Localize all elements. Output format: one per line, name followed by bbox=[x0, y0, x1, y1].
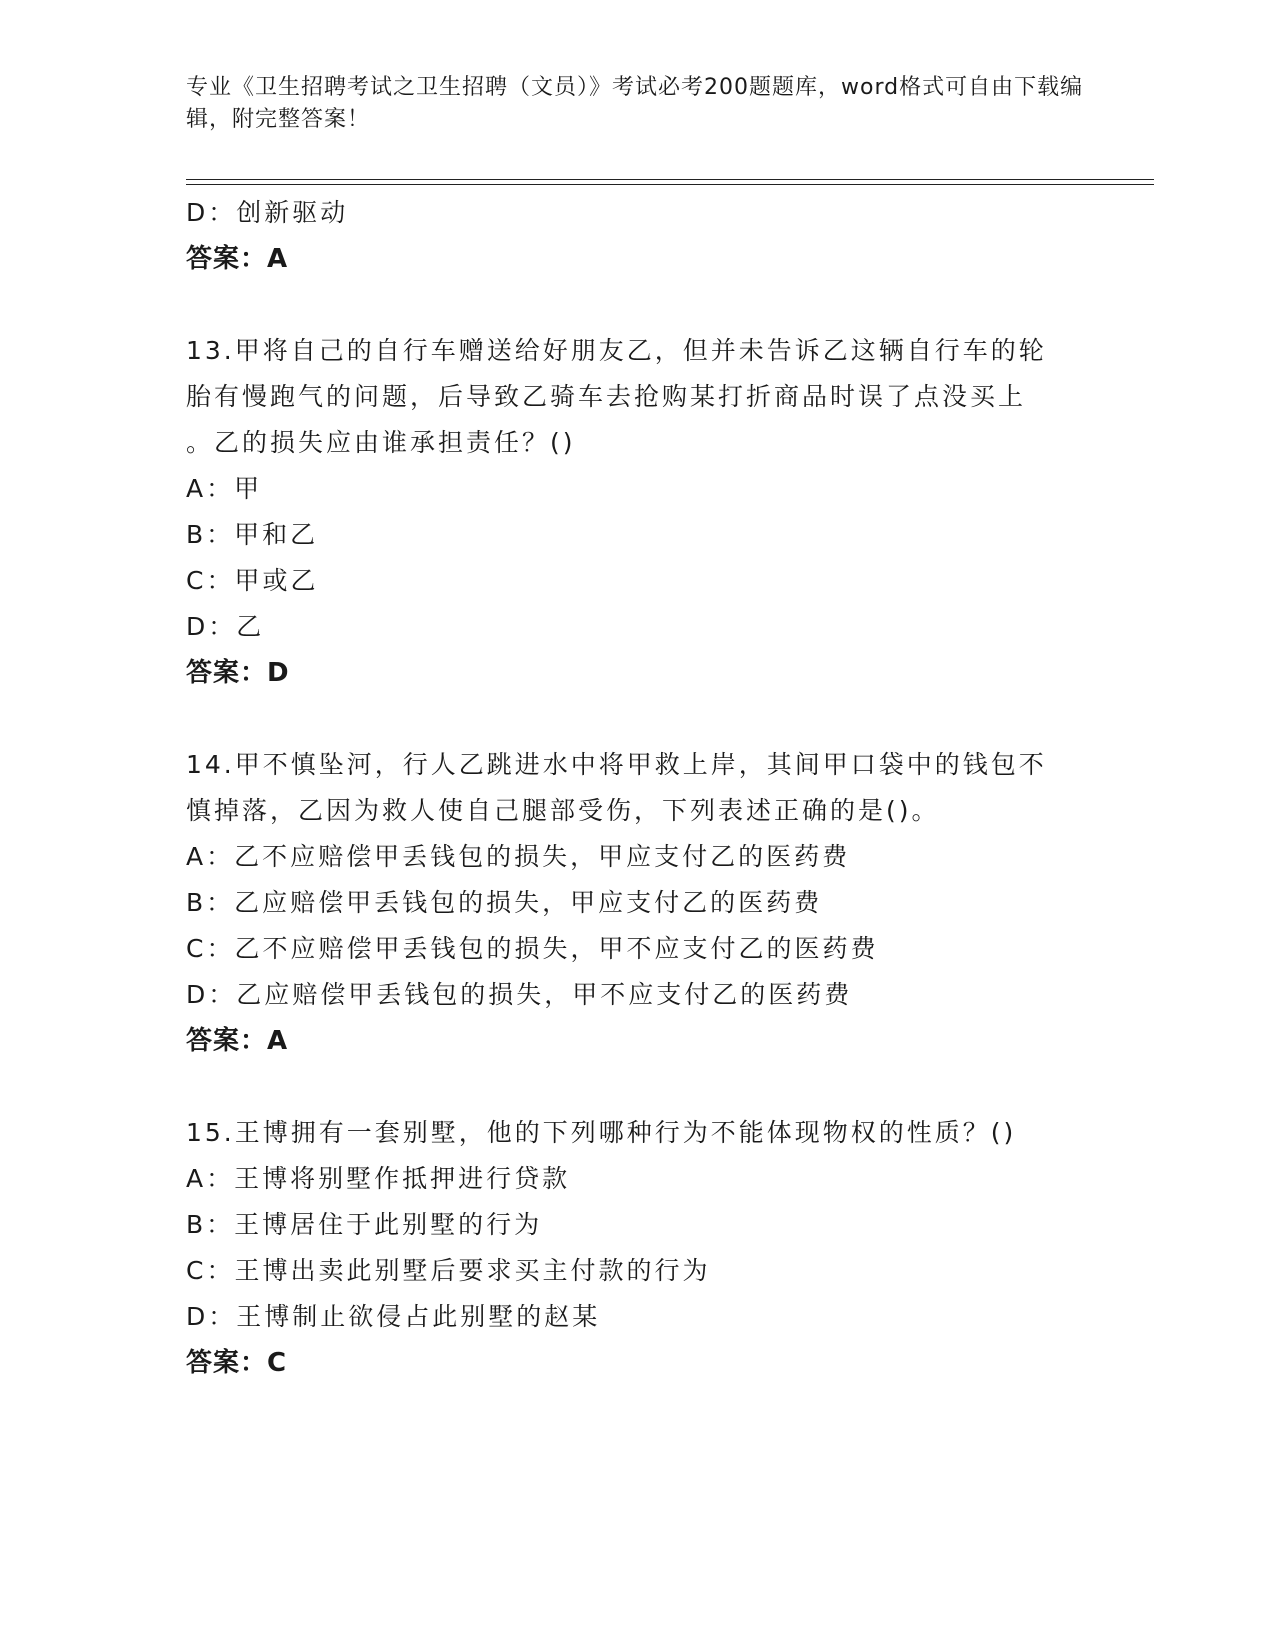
option-c: C：甲或乙 bbox=[186, 566, 319, 595]
question-stem-line: 。乙的损失应由谁承担责任？() bbox=[186, 428, 576, 457]
answer: 答案：D bbox=[186, 658, 290, 688]
spacer bbox=[186, 696, 1086, 742]
option-b: B：王博居住于此别墅的行为 bbox=[186, 1210, 543, 1239]
option-d: D：王博制止欲侵占此别墅的赵某 bbox=[186, 1302, 601, 1331]
header-rule-top bbox=[186, 179, 1154, 180]
question-stem-line: 胎有慢跑气的问题，后导致乙骑车去抢购某打折商品时误了点没买上 bbox=[186, 382, 1027, 411]
question-15 bbox=[186, 1110, 1086, 1386]
option-c: C：王博出卖此别墅后要求买主付款的行为 bbox=[186, 1256, 711, 1285]
option-a: A：甲 bbox=[186, 474, 263, 503]
prev-option-d: D：创新驱动 bbox=[186, 198, 349, 227]
question-stem-line: 14.甲不慎坠河，行人乙跳进水中将甲救上岸，其间甲口袋中的钱包不 bbox=[186, 750, 1047, 779]
option-a: A：王博将别墅作抵押进行贷款 bbox=[186, 1164, 571, 1193]
option-c: C：乙不应赔偿甲丢钱包的损失，甲不应支付乙的医药费 bbox=[186, 934, 879, 963]
answer: 答案：A bbox=[186, 1026, 289, 1056]
option-b: B：乙应赔偿甲丢钱包的损失，甲应支付乙的医药费 bbox=[186, 888, 823, 917]
question-13 bbox=[186, 328, 1086, 696]
spacer bbox=[186, 1064, 1086, 1110]
answer: 答案：C bbox=[186, 1348, 288, 1378]
spacer bbox=[186, 282, 1086, 328]
question-14 bbox=[186, 742, 1086, 1064]
option-b: B：甲和乙 bbox=[186, 520, 319, 549]
question-stem-line: 13.甲将自己的自行车赠送给好朋友乙，但并未告诉乙这辆自行车的轮 bbox=[186, 336, 1047, 365]
prev-answer: 答案：A bbox=[186, 244, 289, 274]
question-content bbox=[186, 190, 1086, 1386]
document-header: 专业《卫生招聘考试之卫生招聘（文员）》考试必考200题题库，word格式可自由下载编辑，附完整答案！ bbox=[186, 75, 1084, 132]
option-d: D：乙应赔偿甲丢钱包的损失，甲不应支付乙的医药费 bbox=[186, 980, 853, 1009]
question-stem-line: 慎掉落，乙因为救人使自己腿部受伤，下列表述正确的是()。 bbox=[186, 796, 940, 825]
option-d: D：乙 bbox=[186, 612, 265, 641]
option-a: A：乙不应赔偿甲丢钱包的损失，甲应支付乙的医药费 bbox=[186, 842, 851, 871]
question-stem-line: 15.王博拥有一套别墅，他的下列哪种行为不能体现物权的性质？() bbox=[186, 1118, 1017, 1147]
header-rule-bottom bbox=[186, 184, 1154, 185]
